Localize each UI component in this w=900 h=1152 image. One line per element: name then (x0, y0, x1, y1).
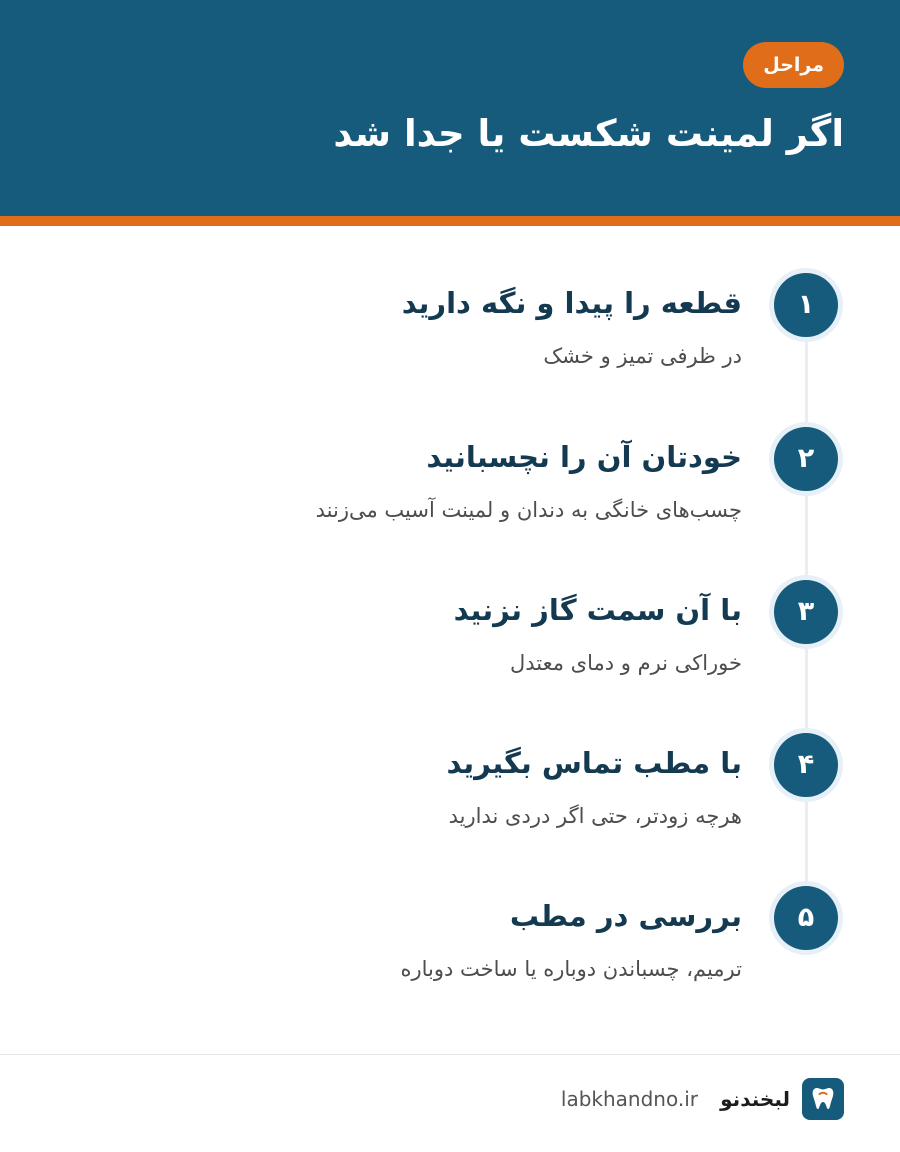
step-description: هرچه زودتر، حتی اگر دردی ندارید (448, 804, 742, 828)
step-number: ۳ (774, 580, 838, 644)
step-number: ۵ (774, 886, 838, 950)
step-item (0, 580, 900, 720)
header-accent-bar (0, 216, 900, 226)
step-number: ۲ (774, 427, 838, 491)
brand-url[interactable]: labkhandno.ir (560, 1087, 698, 1111)
step-title: با آن سمت گاز نزنید (453, 593, 742, 627)
step-item (0, 427, 900, 567)
step-description: در ظرفی تمیز و خشک (543, 344, 742, 368)
header-banner (0, 0, 900, 216)
step-item (0, 273, 900, 413)
brand-name: لبخندنو (720, 1087, 790, 1111)
tooth-icon (802, 1078, 844, 1120)
step-title: خودتان آن را نچسبانید (426, 440, 742, 474)
step-title: با مطب تماس بگیرید (446, 746, 742, 780)
footer-divider (0, 1054, 900, 1055)
step-item (0, 733, 900, 873)
step-item (0, 886, 900, 1026)
step-number: ۴ (774, 733, 838, 797)
step-description: خوراکی نرم و دمای معتدل (509, 651, 742, 675)
step-description: چسب‌های خانگی به دندان و لمینت آسیب می‌زنند (315, 498, 742, 522)
step-description: ترمیم، چسباندن دوباره یا ساخت دوباره (400, 957, 742, 981)
step-title: بررسی در مطب (509, 899, 742, 933)
step-number: ۱ (774, 273, 838, 337)
section-badge: مراحل (743, 42, 844, 88)
step-title: قطعه را پیدا و نگه دارید (401, 286, 742, 320)
page-title: اگر لمینت شکست یا جدا شد (333, 112, 844, 155)
